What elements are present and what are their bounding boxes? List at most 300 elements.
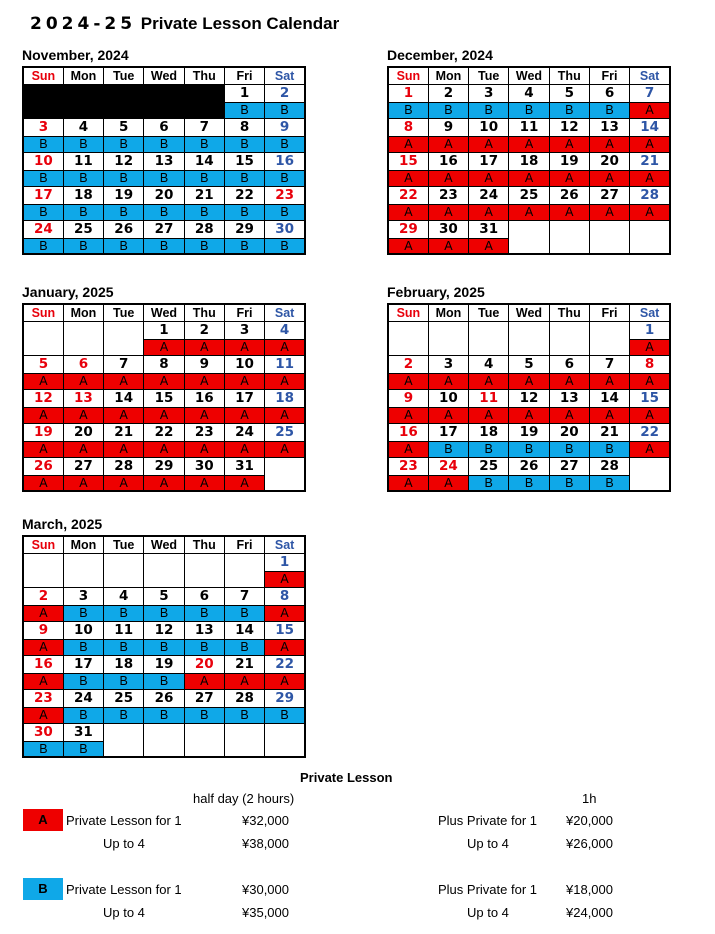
day-number: 8 <box>265 587 305 605</box>
weekday-header: Fri <box>224 304 264 321</box>
day-number: 5 <box>144 587 184 605</box>
day-number: 11 <box>104 621 144 639</box>
empty-cell <box>428 321 468 355</box>
day-number: 28 <box>104 457 144 475</box>
lesson-level-b: B <box>144 238 184 254</box>
day-number: 13 <box>184 621 224 639</box>
lesson-level-a: A <box>184 407 224 423</box>
day-number: 24 <box>63 689 103 707</box>
lesson-level-b: B <box>63 639 103 655</box>
day-number: 7 <box>104 355 144 373</box>
day-number: 5 <box>549 84 589 102</box>
day-number: 13 <box>549 389 589 407</box>
lesson-level-a: A <box>388 204 428 220</box>
lesson-level-a: A <box>265 605 305 621</box>
redacted-cell <box>104 84 144 102</box>
empty-cell <box>144 723 184 757</box>
lesson-level-a: A <box>184 475 224 491</box>
level-row <box>23 204 305 220</box>
lesson-level-b: B <box>184 707 224 723</box>
day-number: 15 <box>630 389 670 407</box>
day-number: 30 <box>184 457 224 475</box>
title-year: 2024-25 <box>30 14 137 34</box>
legend-a-row2-plus-label: Up to 4 <box>467 836 509 851</box>
lesson-level-b: B <box>428 441 468 457</box>
day-number: 16 <box>265 152 305 170</box>
lesson-level-b: B <box>509 475 549 491</box>
day-number: 27 <box>63 457 103 475</box>
day-number: 22 <box>265 655 305 673</box>
month-title: January, 2025 <box>22 284 114 300</box>
redacted-cell <box>104 102 144 118</box>
lesson-level-a: A <box>63 373 103 389</box>
day-number: 26 <box>104 220 144 238</box>
empty-cell <box>23 321 63 355</box>
legend-a-row2-price: ¥38,000 <box>242 836 289 851</box>
weekday-header: Mon <box>428 304 468 321</box>
lesson-level-b: B <box>184 639 224 655</box>
lesson-level-b: B <box>224 605 264 621</box>
lesson-level-a: A <box>469 407 509 423</box>
weekday-header: Tue <box>104 67 144 84</box>
day-number: 16 <box>388 423 428 441</box>
lesson-level-b: B <box>265 238 305 254</box>
date-row <box>23 689 305 707</box>
day-number: 4 <box>104 587 144 605</box>
lesson-level-a: A <box>388 238 428 254</box>
weekday-header: Tue <box>104 536 144 553</box>
day-number: 22 <box>630 423 670 441</box>
lesson-level-a: A <box>184 339 224 355</box>
month-title: March, 2025 <box>22 516 103 532</box>
lesson-level-b: B <box>184 204 224 220</box>
lesson-level-a: A <box>509 407 549 423</box>
lesson-level-a: A <box>144 373 184 389</box>
empty-cell <box>23 553 63 587</box>
weekday-header: Wed <box>144 67 184 84</box>
weekday-header: Sat <box>630 304 670 321</box>
day-number: 8 <box>388 118 428 136</box>
day-number: 12 <box>104 152 144 170</box>
day-number: 2 <box>388 355 428 373</box>
lesson-level-b: B <box>104 170 144 186</box>
day-number: 6 <box>144 118 184 136</box>
redacted-cell <box>184 84 224 102</box>
day-number: 18 <box>509 152 549 170</box>
redacted-cell <box>23 102 63 118</box>
month-title: February, 2025 <box>387 284 485 300</box>
lesson-level-a: A <box>589 407 629 423</box>
weekday-header: Mon <box>63 304 103 321</box>
day-number: 22 <box>388 186 428 204</box>
day-number: 15 <box>388 152 428 170</box>
level-row <box>23 102 305 118</box>
lesson-level-b: B <box>265 136 305 152</box>
day-number: 3 <box>428 355 468 373</box>
month-title: November, 2024 <box>22 47 129 63</box>
lesson-level-b: B <box>63 204 103 220</box>
lesson-level-b: B <box>549 475 589 491</box>
day-number: 15 <box>144 389 184 407</box>
day-number: 12 <box>549 118 589 136</box>
weekday-header-row <box>388 67 670 84</box>
lesson-level-b: B <box>224 170 264 186</box>
day-number: 7 <box>589 355 629 373</box>
date-row <box>23 84 305 102</box>
day-number: 23 <box>428 186 468 204</box>
day-number: 14 <box>184 152 224 170</box>
date-row <box>23 723 305 741</box>
lesson-level-a: A <box>144 407 184 423</box>
day-number: 14 <box>589 389 629 407</box>
day-number: 9 <box>184 355 224 373</box>
lesson-level-a: A <box>428 475 468 491</box>
empty-cell <box>469 321 509 355</box>
lesson-level-a: A <box>630 102 670 118</box>
weekday-header: Sun <box>388 67 428 84</box>
lesson-level-a: A <box>549 204 589 220</box>
day-number: 20 <box>63 423 103 441</box>
level-row <box>388 373 670 389</box>
weekday-header: Thu <box>549 67 589 84</box>
lesson-level-b: B <box>509 441 549 457</box>
day-number: 1 <box>144 321 184 339</box>
day-number: 16 <box>428 152 468 170</box>
lesson-level-a: A <box>388 170 428 186</box>
day-number: 24 <box>428 457 468 475</box>
level-row <box>23 170 305 186</box>
lesson-level-a: A <box>23 407 63 423</box>
date-row <box>388 423 670 441</box>
day-number: 4 <box>63 118 103 136</box>
day-number: 27 <box>144 220 184 238</box>
weekday-header: Mon <box>63 536 103 553</box>
day-number: 14 <box>104 389 144 407</box>
day-number: 26 <box>144 689 184 707</box>
date-row <box>23 423 305 441</box>
date-row <box>388 355 670 373</box>
day-number: 27 <box>184 689 224 707</box>
day-number: 17 <box>469 152 509 170</box>
day-number: 28 <box>630 186 670 204</box>
lesson-level-b: B <box>144 136 184 152</box>
lesson-level-a: A <box>224 407 264 423</box>
level-row <box>23 373 305 389</box>
day-number: 24 <box>224 423 264 441</box>
weekday-header: Sat <box>265 536 305 553</box>
lesson-level-a: A <box>63 407 103 423</box>
lesson-level-a: A <box>144 475 184 491</box>
empty-cell <box>509 321 549 355</box>
lesson-level-a: A <box>509 373 549 389</box>
level-row <box>388 102 670 118</box>
lesson-level-b: B <box>104 673 144 689</box>
level-row <box>23 673 305 689</box>
lesson-level-a: A <box>549 136 589 152</box>
day-number: 22 <box>224 186 264 204</box>
weekday-header: Thu <box>184 304 224 321</box>
lesson-level-b: B <box>104 707 144 723</box>
lesson-level-a: A <box>589 136 629 152</box>
lesson-level-b: B <box>509 102 549 118</box>
legend-col-hour: 1h <box>582 791 597 806</box>
lesson-level-a: A <box>428 136 468 152</box>
day-number: 9 <box>428 118 468 136</box>
day-number: 10 <box>224 355 264 373</box>
lesson-level-a: A <box>549 373 589 389</box>
date-row <box>388 220 670 238</box>
weekday-header: Mon <box>428 67 468 84</box>
lesson-level-b: B <box>23 136 63 152</box>
lesson-level-b: B <box>224 136 264 152</box>
lesson-level-b: B <box>265 204 305 220</box>
lesson-level-b: B <box>224 707 264 723</box>
day-number: 15 <box>224 152 264 170</box>
date-row <box>388 84 670 102</box>
date-row <box>23 152 305 170</box>
day-number: 9 <box>265 118 305 136</box>
lesson-level-a: A <box>469 373 509 389</box>
legend-a-row2-plus-price: ¥26,000 <box>566 836 613 851</box>
day-number: 17 <box>224 389 264 407</box>
legend-swatch-b: B <box>23 878 63 900</box>
lesson-level-a: A <box>509 170 549 186</box>
lesson-level-a: A <box>388 373 428 389</box>
month-november-2024 <box>22 46 307 255</box>
empty-cell <box>144 553 184 587</box>
lesson-level-b: B <box>63 673 103 689</box>
day-number: 1 <box>388 84 428 102</box>
empty-cell <box>63 321 103 355</box>
day-number: 18 <box>265 389 305 407</box>
lesson-level-b: B <box>184 170 224 186</box>
day-number: 22 <box>144 423 184 441</box>
day-number: 6 <box>184 587 224 605</box>
lesson-level-a: A <box>630 204 670 220</box>
day-number: 28 <box>184 220 224 238</box>
redacted-cell <box>144 102 184 118</box>
day-number: 21 <box>589 423 629 441</box>
lesson-level-a: A <box>630 339 670 355</box>
lesson-level-b: B <box>549 102 589 118</box>
day-number: 8 <box>224 118 264 136</box>
lesson-level-a: A <box>388 407 428 423</box>
lesson-level-a: A <box>388 475 428 491</box>
lesson-level-a: A <box>23 639 63 655</box>
lesson-level-a: A <box>23 707 63 723</box>
lesson-level-b: B <box>224 102 264 118</box>
day-number: 18 <box>63 186 103 204</box>
lesson-level-b: B <box>23 170 63 186</box>
level-row <box>388 407 670 423</box>
lesson-level-a: A <box>23 673 63 689</box>
lesson-level-a: A <box>104 373 144 389</box>
lesson-level-a: A <box>63 475 103 491</box>
level-row <box>388 136 670 152</box>
lesson-level-a: A <box>469 170 509 186</box>
date-row <box>23 186 305 204</box>
day-number: 25 <box>63 220 103 238</box>
lesson-level-b: B <box>589 102 629 118</box>
weekday-header: Sat <box>265 67 305 84</box>
lesson-level-a: A <box>224 339 264 355</box>
lesson-level-b: B <box>184 605 224 621</box>
day-number: 26 <box>509 457 549 475</box>
weekday-header: Tue <box>104 304 144 321</box>
day-number: 2 <box>428 84 468 102</box>
day-number: 14 <box>630 118 670 136</box>
lesson-level-a: A <box>428 238 468 254</box>
day-number: 20 <box>144 186 184 204</box>
day-number: 16 <box>23 655 63 673</box>
lesson-level-a: A <box>265 373 305 389</box>
lesson-level-a: A <box>265 407 305 423</box>
empty-cell <box>630 457 670 491</box>
lesson-level-b: B <box>549 441 589 457</box>
lesson-level-a: A <box>509 204 549 220</box>
lesson-level-a: A <box>184 373 224 389</box>
date-row <box>23 553 305 571</box>
lesson-level-a: A <box>184 441 224 457</box>
lesson-level-b: B <box>63 707 103 723</box>
day-number: 6 <box>589 84 629 102</box>
lesson-level-b: B <box>144 707 184 723</box>
empty-cell <box>104 723 144 757</box>
lesson-level-b: B <box>144 673 184 689</box>
day-number: 3 <box>224 321 264 339</box>
level-row <box>388 170 670 186</box>
lesson-level-b: B <box>23 204 63 220</box>
date-row <box>388 118 670 136</box>
lesson-level-b: B <box>224 639 264 655</box>
level-row <box>23 441 305 457</box>
date-row <box>23 621 305 639</box>
day-number: 25 <box>104 689 144 707</box>
legend-a-row1-label: Private Lesson for 1 <box>66 813 182 828</box>
day-number: 12 <box>509 389 549 407</box>
lesson-level-a: A <box>428 170 468 186</box>
redacted-cell <box>63 84 103 102</box>
empty-cell <box>589 321 629 355</box>
lesson-level-a: A <box>428 407 468 423</box>
weekday-header: Wed <box>509 67 549 84</box>
lesson-level-b: B <box>63 238 103 254</box>
lesson-level-b: B <box>265 102 305 118</box>
day-number: 1 <box>224 84 264 102</box>
day-number: 17 <box>428 423 468 441</box>
day-number: 19 <box>144 655 184 673</box>
day-number: 27 <box>589 186 629 204</box>
day-number: 26 <box>549 186 589 204</box>
lesson-level-b: B <box>428 102 468 118</box>
month-march-2025 <box>22 515 307 758</box>
day-number: 13 <box>144 152 184 170</box>
day-number: 15 <box>265 621 305 639</box>
day-number: 20 <box>549 423 589 441</box>
lesson-level-b: B <box>589 441 629 457</box>
legend-a-row1-plus-label: Plus Private for 1 <box>438 813 537 828</box>
date-row <box>388 457 670 475</box>
legend-b-row2-plus-price: ¥24,000 <box>566 905 613 920</box>
weekday-header: Tue <box>469 67 509 84</box>
lesson-level-b: B <box>144 639 184 655</box>
lesson-level-a: A <box>104 441 144 457</box>
day-number: 4 <box>265 321 305 339</box>
lesson-level-b: B <box>184 238 224 254</box>
date-row <box>23 457 305 475</box>
weekday-header-row <box>23 304 305 321</box>
lesson-level-b: B <box>104 136 144 152</box>
lesson-level-b: B <box>469 475 509 491</box>
redacted-cell <box>23 84 63 102</box>
date-row <box>388 389 670 407</box>
weekday-header: Wed <box>509 304 549 321</box>
day-number: 24 <box>469 186 509 204</box>
lesson-level-b: B <box>104 639 144 655</box>
day-number: 24 <box>23 220 63 238</box>
date-row <box>23 389 305 407</box>
day-number: 28 <box>224 689 264 707</box>
day-number: 8 <box>144 355 184 373</box>
weekday-header: Sun <box>23 67 63 84</box>
level-row <box>23 407 305 423</box>
lesson-level-a: A <box>224 475 264 491</box>
day-number: 9 <box>388 389 428 407</box>
day-number: 19 <box>23 423 63 441</box>
weekday-header: Sat <box>265 304 305 321</box>
legend-b-row2-price: ¥35,000 <box>242 905 289 920</box>
weekday-header: Sun <box>388 304 428 321</box>
legend-a-row1-price: ¥32,000 <box>242 813 289 828</box>
empty-cell <box>184 723 224 757</box>
legend-b-row1-plus-label: Plus Private for 1 <box>438 882 537 897</box>
day-number: 5 <box>509 355 549 373</box>
lesson-level-a: A <box>388 136 428 152</box>
weekday-header-row <box>23 67 305 84</box>
day-number: 31 <box>63 723 103 741</box>
day-number: 7 <box>630 84 670 102</box>
day-number: 12 <box>23 389 63 407</box>
empty-cell <box>63 553 103 587</box>
lesson-level-b: B <box>63 741 103 757</box>
day-number: 13 <box>63 389 103 407</box>
day-number: 11 <box>265 355 305 373</box>
weekday-header: Mon <box>63 67 103 84</box>
date-row <box>388 321 670 339</box>
lesson-level-a: A <box>224 373 264 389</box>
day-number: 1 <box>265 553 305 571</box>
lesson-level-b: B <box>589 475 629 491</box>
lesson-level-a: A <box>265 441 305 457</box>
empty-cell <box>549 321 589 355</box>
lesson-level-a: A <box>23 605 63 621</box>
weekday-header: Fri <box>589 304 629 321</box>
empty-cell <box>630 220 670 254</box>
lesson-level-a: A <box>630 373 670 389</box>
legend-b-row2-label: Up to 4 <box>103 905 145 920</box>
day-number: 19 <box>104 186 144 204</box>
day-number: 10 <box>63 621 103 639</box>
lesson-level-b: B <box>63 136 103 152</box>
day-number: 17 <box>23 186 63 204</box>
empty-cell <box>388 321 428 355</box>
redacted-cell <box>144 84 184 102</box>
lesson-level-a: A <box>589 204 629 220</box>
day-number: 31 <box>469 220 509 238</box>
lesson-level-a: A <box>630 170 670 186</box>
day-number: 27 <box>549 457 589 475</box>
day-number: 21 <box>184 186 224 204</box>
